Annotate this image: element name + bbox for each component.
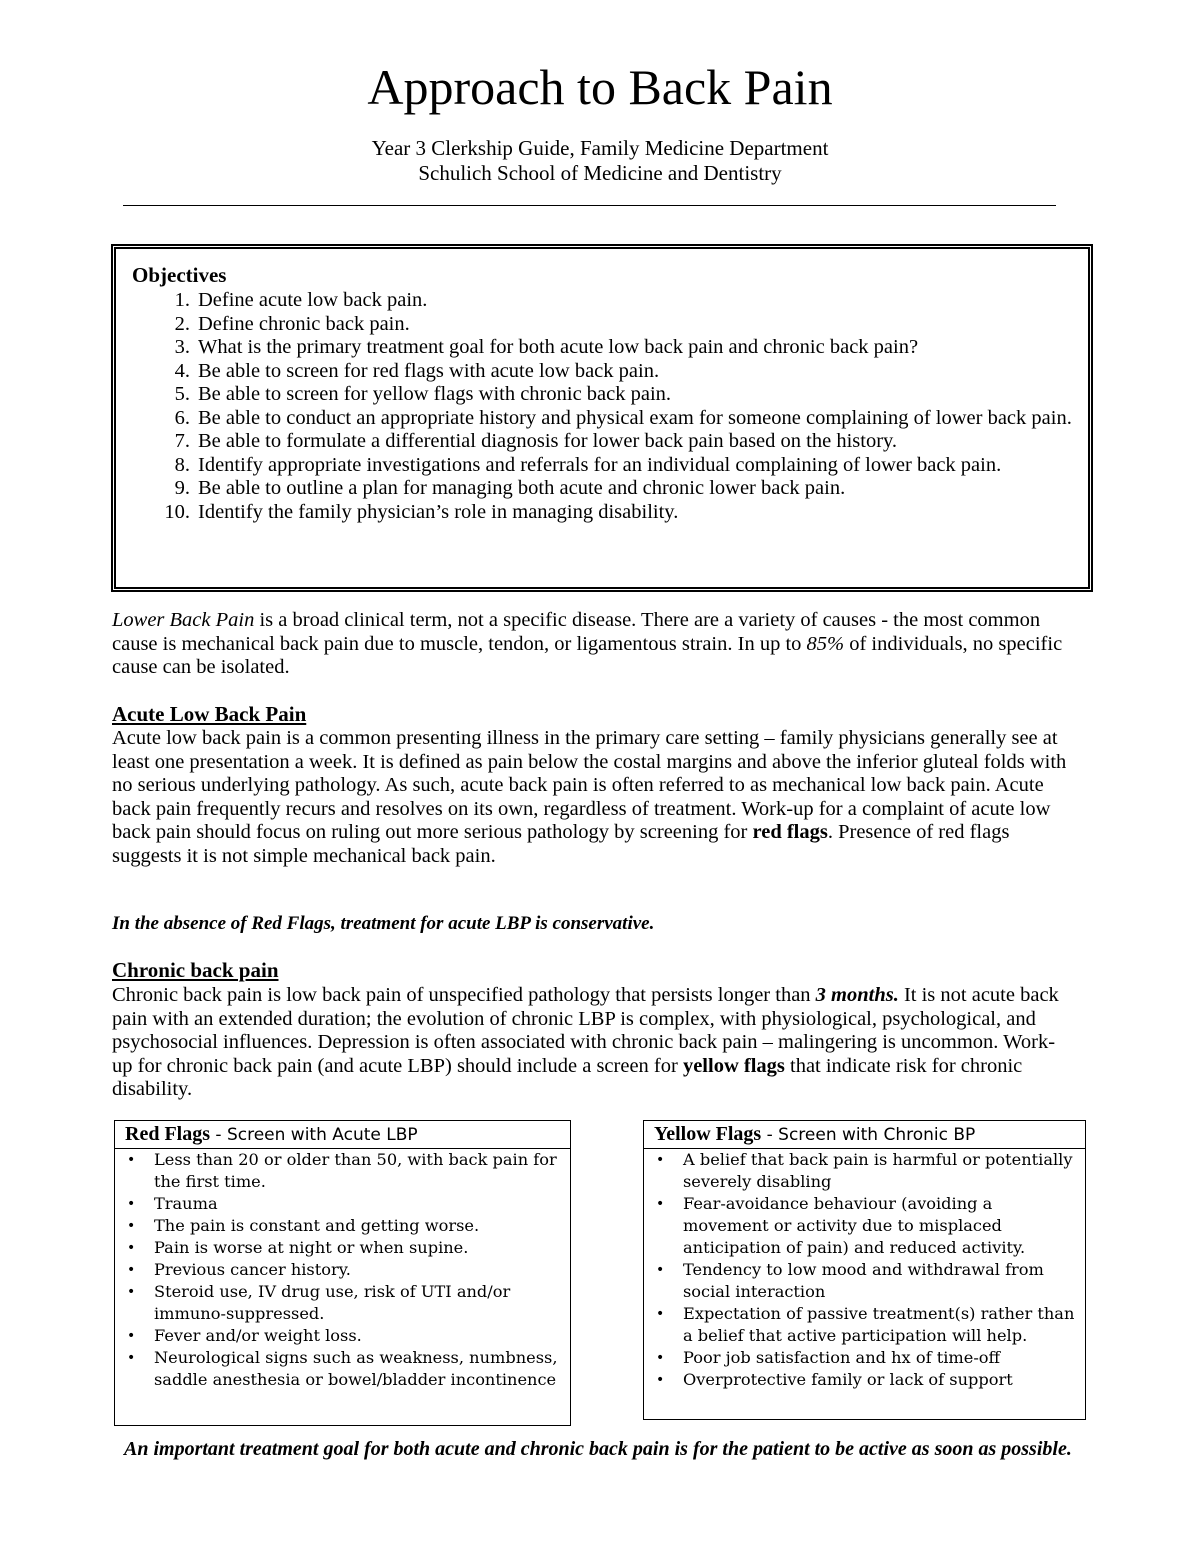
list-item: • Steroid use, IV drug use, risk of UTI and/or immuno-suppressed.: [127, 1282, 511, 1323]
list-item: • Trauma: [127, 1194, 218, 1213]
red-flags-term: red flags: [752, 821, 828, 843]
treatment-goal-note: An important treatment goal for both acute and chronic back pain is for the patient to be active as soon as possible.: [124, 1438, 1072, 1460]
objectives-list: [116, 289, 1081, 524]
acute-heading: Acute Low Back Pain: [112, 702, 307, 726]
subtitle: [0, 136, 1200, 186]
objective-item: 3. What is the primary treatment goal for both acute low back pain and chronic back pain?: [174, 336, 919, 358]
subtitle-line-1: Year 3 Clerkship Guide, Family Medicine Department: [371, 136, 829, 160]
list-item: • Less than 20 or older than 50, with back pain for the first time.: [127, 1150, 557, 1191]
objectives-box: [111, 244, 1093, 592]
objective-item: 10. Identify the family physician’s role in managing disability.: [164, 500, 679, 523]
objective-item: 1. Define acute low back pain.: [174, 289, 428, 311]
list-item: • Neurological signs such as weakness, numbness, saddle anesthesia or bowel/bladder incontinence: [127, 1348, 558, 1389]
red-flags-box: [114, 1120, 571, 1426]
objective-item: 4. Be able to screen for red flags with acute low back pain.: [174, 359, 660, 382]
list-item: • Expectation of passive treatment(s) rather than a belief that active participation will help.: [656, 1304, 1075, 1345]
duration-emphasis: 3 months.: [815, 984, 899, 1006]
red-flags-header: Red Flags - Screen with Acute LBP: [115, 1121, 570, 1149]
list-item: • Fever and/or weight loss.: [127, 1326, 362, 1345]
acute-callout: In the absence of Red Flags, treatment for acute LBP is conservative.: [112, 913, 655, 934]
acute-paragraph: Acute low back pain is a common presenting illness in the primary care setting – family physicians generally see at least one presentation a week. It is defined as pain below the costal margins and above the inferior gluteal folds with no serious underlying pathology. As such, acute back pain is often referred to as mechanical low back pain. Acute back pain frequently recurs and resolves on its own, regardless of treatment. Work-up for a complaint of acute low back pain should focus on ruling out more serious pathology by screening for red flags. Presence of red flags suggests it is not simple mechanical back pain.: [112, 727, 1067, 867]
objective-item: 8. Identify appropriate investigations and referrals for an individual complaining of lower back pain.: [174, 453, 1002, 476]
list-item: • Fear-avoidance behaviour (avoiding a movement or activity due to misplaced anticipation of pain) and reduced activity.: [656, 1194, 1026, 1257]
yellow-flags-box: [643, 1120, 1086, 1420]
objective-item: 5. Be able to screen for yellow flags with chronic back pain.: [174, 383, 672, 405]
list-item: • The pain is constant and getting worse.: [127, 1216, 480, 1235]
page-title: Approach to Back Pain: [367, 59, 833, 115]
header-divider: [123, 205, 1056, 206]
objective-item: 6. Be able to conduct an appropriate history and physical exam for someone complaining of lower back pain.: [174, 406, 1072, 429]
yellow-flags-list: [644, 1149, 1085, 1391]
list-item: • A belief that back pain is harmful or potentially severely disabling: [656, 1150, 1073, 1191]
list-item: • Previous cancer history.: [127, 1260, 351, 1279]
yellow-flags-header: Yellow Flags - Screen with Chronic BP: [644, 1121, 1085, 1149]
list-item: • Pain is worse at night or when supine.: [127, 1238, 469, 1257]
list-item: • Poor job satisfaction and hx of time-off: [656, 1348, 1001, 1367]
intro-percent: 85%: [806, 632, 845, 655]
list-item: • Tendency to low mood and withdrawal from social interaction: [656, 1260, 1044, 1301]
objective-item: 2. Define chronic back pain.: [174, 312, 410, 335]
list-item: • Overprotective family or lack of support: [656, 1370, 1013, 1389]
chronic-heading: Chronic back pain: [112, 958, 279, 982]
objective-item: 9. Be able to outline a plan for managing both acute and chronic lower back pain.: [174, 477, 846, 499]
objectives-title: Objectives: [132, 263, 227, 287]
yellow-flags-term: yellow flags: [682, 1054, 785, 1077]
objective-item: 7. Be able to formulate a differential diagnosis for lower back pain based on the history.: [174, 430, 898, 452]
intro-term: Lower Back Pain: [112, 609, 255, 631]
chronic-paragraph: Chronic back pain is low back pain of unspecified pathology that persists longer than 3 months. It is not acute back pain with an extended duration; the evolution of chronic LBP is complex, with physiological, psychological, and psychosocial influences. Depression is often associated with chronic back pain – malingering is uncommon. Work-up for chronic back pain (and acute LBP) should include a screen for yellow flags that indicate risk for chronic disability.: [112, 984, 1059, 1100]
subtitle-line-2: Schulich School of Medicine and Dentistry: [418, 161, 782, 185]
intro-paragraph: Lower Back Pain is a broad clinical term, not a specific disease. There are a variety of causes - the most common cause is mechanical back pain due to muscle, tendon, or ligamentous strain. In up to 85% of individuals, no specific cause can be isolated.: [112, 609, 1063, 678]
red-flags-list: [115, 1149, 570, 1391]
